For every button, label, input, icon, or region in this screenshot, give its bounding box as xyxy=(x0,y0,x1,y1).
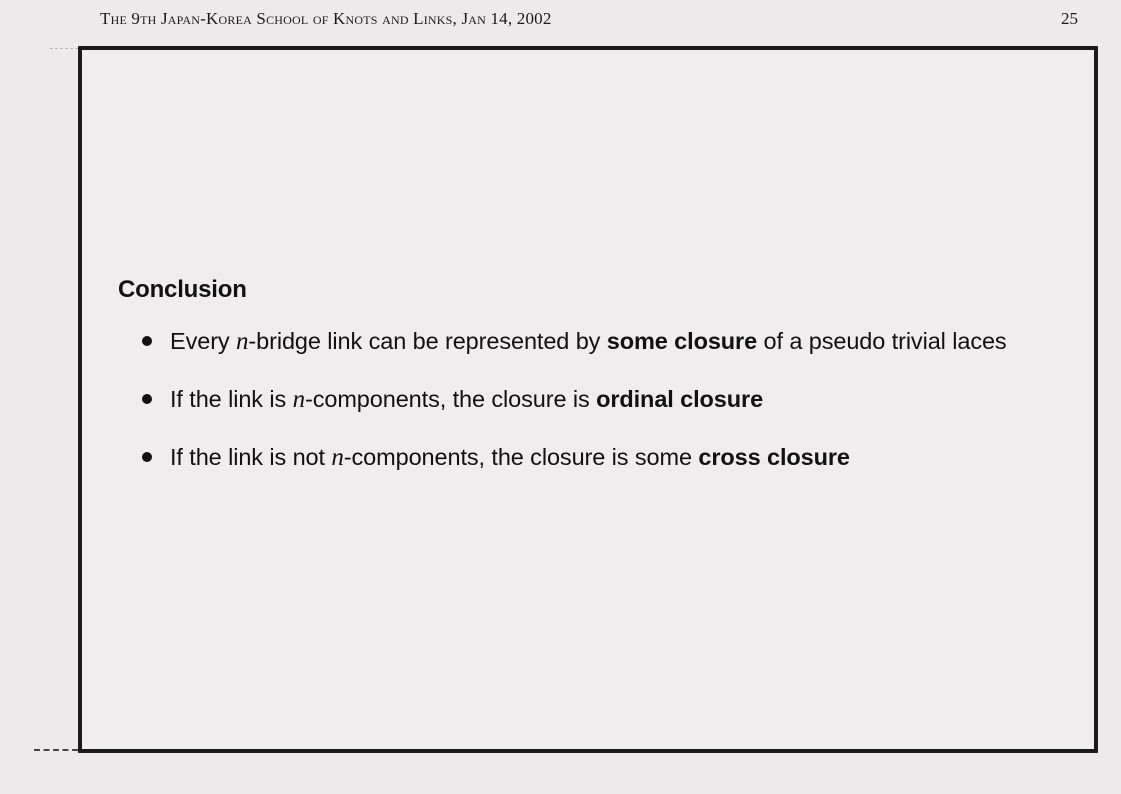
page-header xyxy=(0,6,1121,32)
section-heading: Conclusion xyxy=(118,276,247,303)
bullet-emphasis: cross closure xyxy=(698,444,850,470)
bullet-emphasis: some closure xyxy=(606,328,758,354)
bullet-dot-icon xyxy=(142,452,152,462)
bullet-item xyxy=(140,438,1058,477)
crop-mark-top xyxy=(50,48,78,49)
math-variable: n xyxy=(236,328,249,355)
crop-mark-bottom xyxy=(34,749,78,751)
bullet-item xyxy=(140,380,1058,419)
bullet-emphasis: ordinal closure xyxy=(596,386,764,412)
bullet-text-part: If the link is not xyxy=(170,444,332,470)
slide-frame xyxy=(78,46,1098,753)
header-title: The 9th Japan-Korea School of Knots and Links, Jan 14, 2002 xyxy=(100,9,552,28)
bullet-text-part: -components, the closure is some xyxy=(343,444,699,470)
math-variable: n xyxy=(292,386,305,413)
bullet-text-part: If the link is xyxy=(170,386,293,412)
bullet-dot-icon xyxy=(142,336,152,346)
bullet-dot-icon xyxy=(142,394,152,404)
bullet-text-part: Every xyxy=(170,328,236,354)
page-number: 25 xyxy=(1061,9,1078,28)
bullet-text-part: -components, the closure is xyxy=(304,386,597,412)
bullet-text-part: -bridge link can be represented by xyxy=(248,328,607,354)
bullet-list xyxy=(118,322,1058,477)
bullet-text-part: of a pseudo trivial laces xyxy=(757,328,1007,354)
math-variable: n xyxy=(331,444,344,471)
slide-content xyxy=(118,276,1058,496)
bullet-item xyxy=(140,322,1058,361)
